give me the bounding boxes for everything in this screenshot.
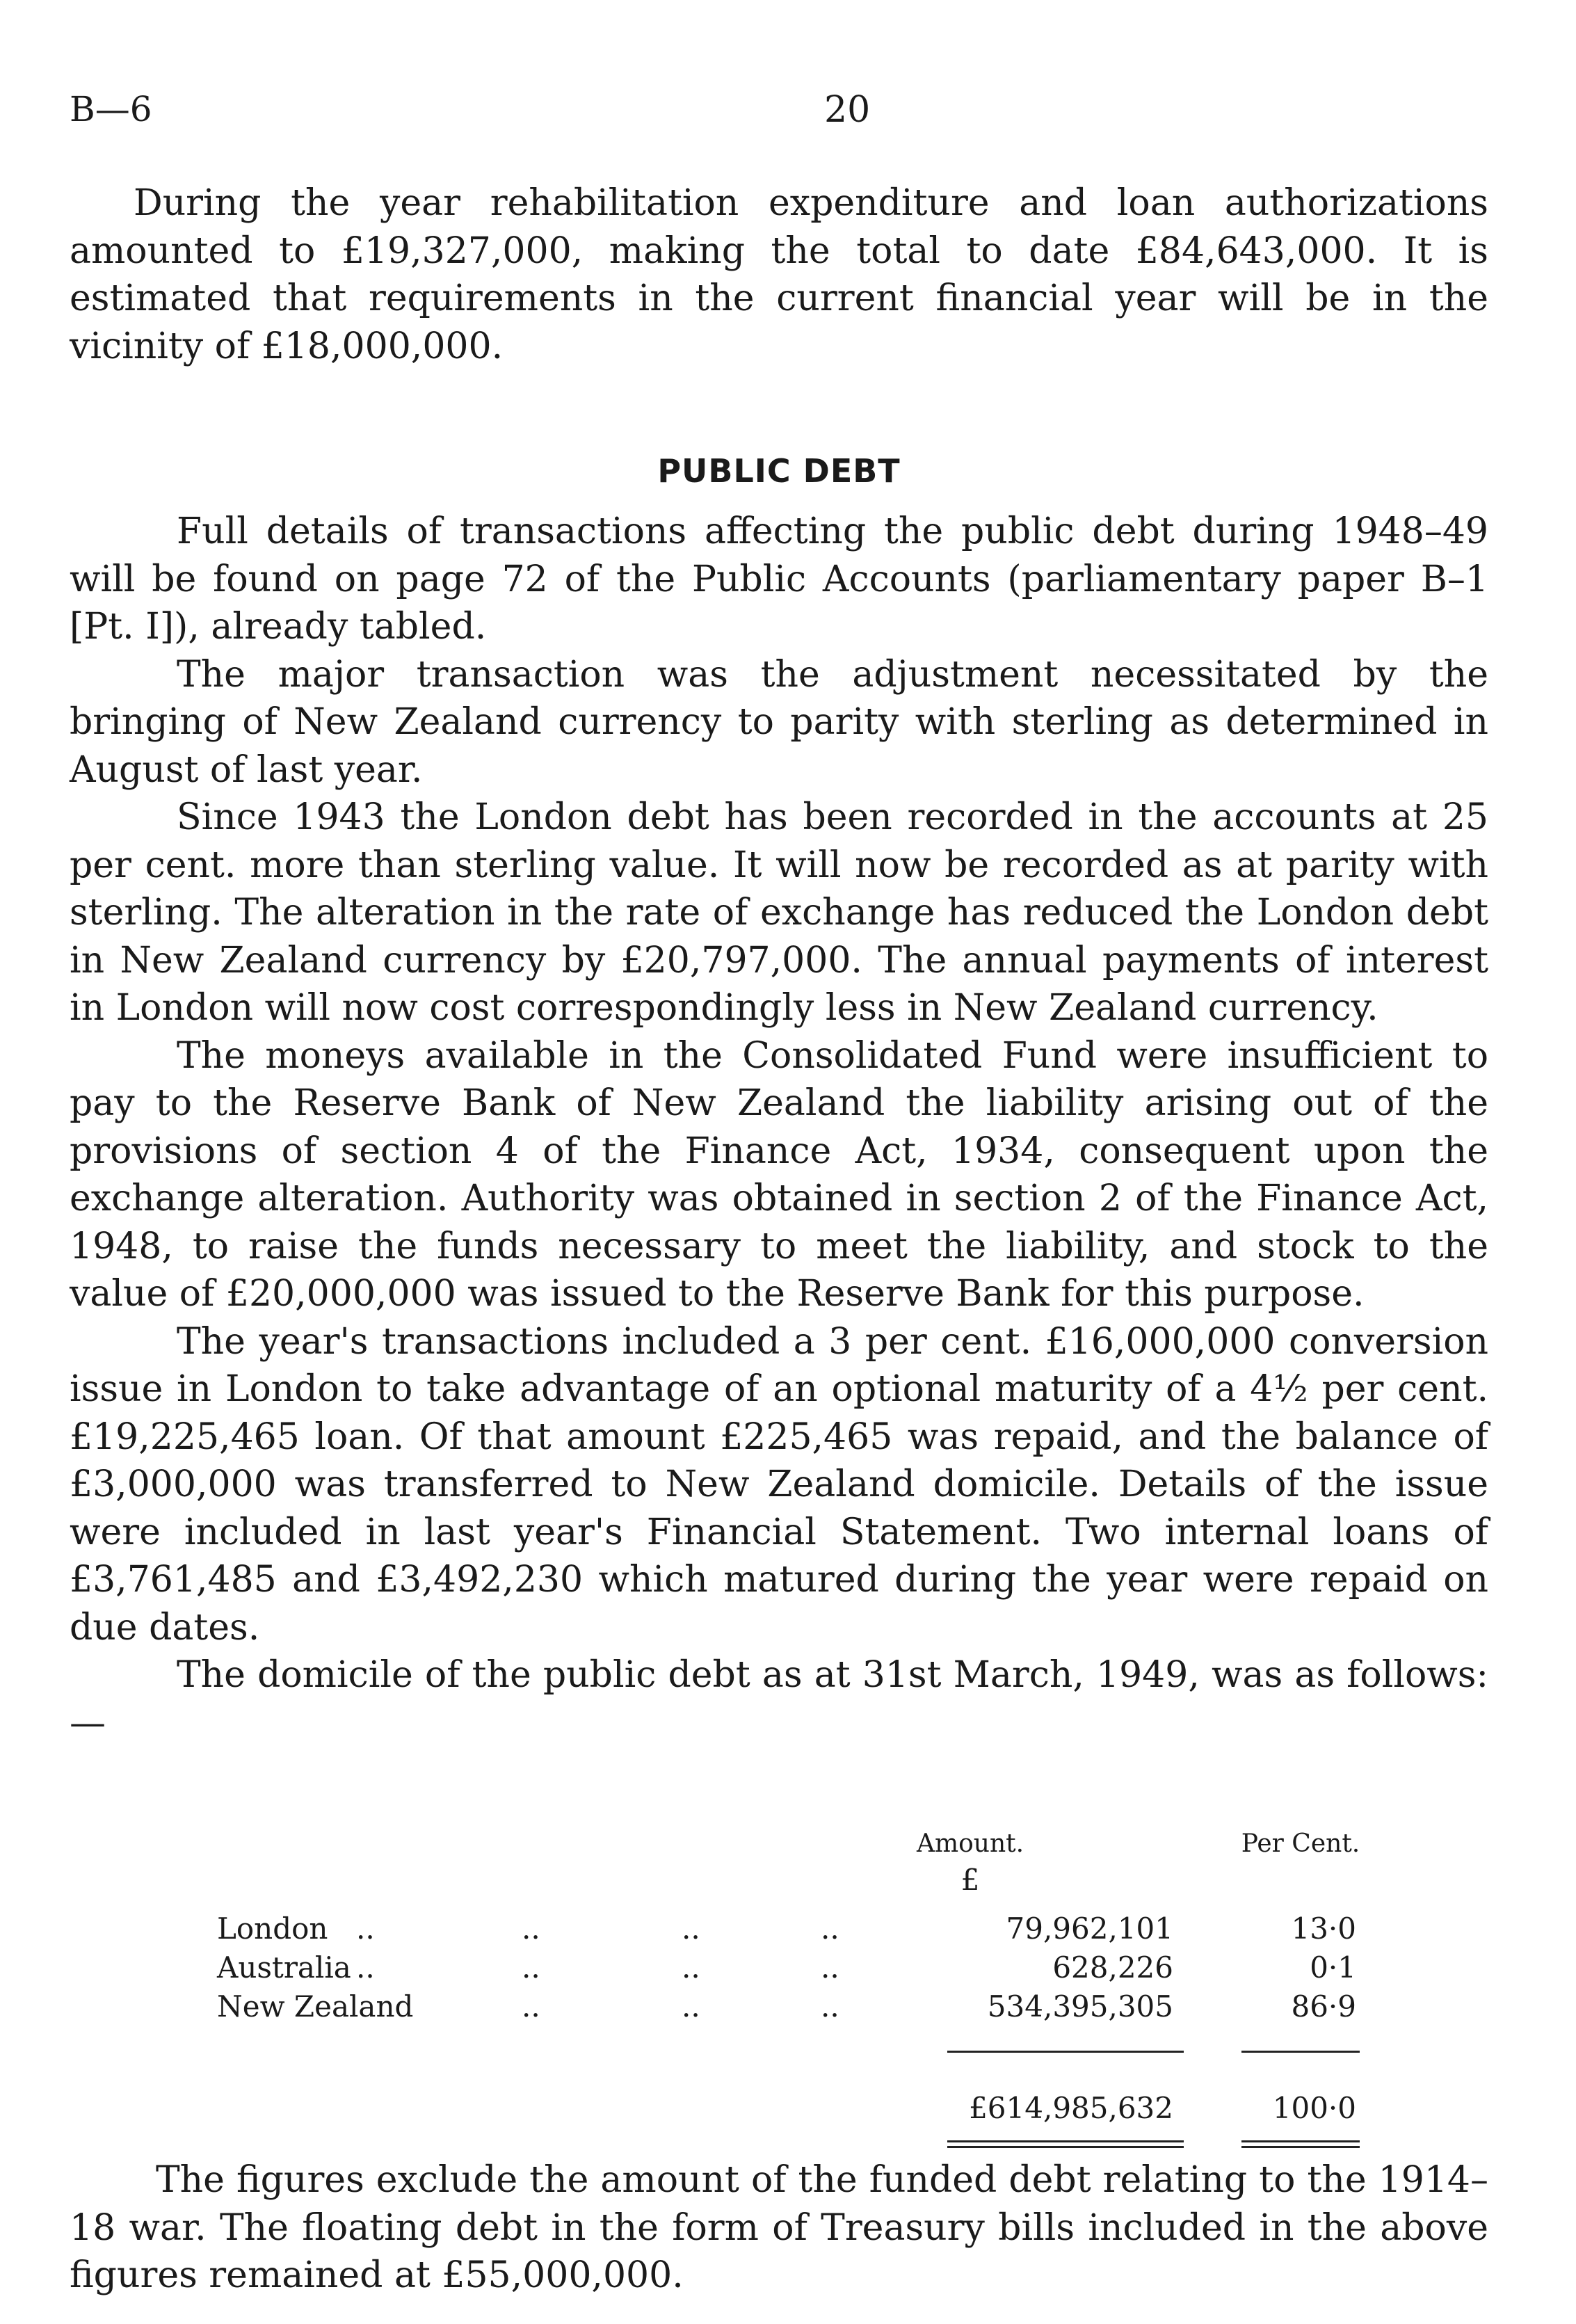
- row-amount: 628,226: [1052, 1950, 1173, 1985]
- row-amount: 79,962,101: [1006, 1912, 1173, 1946]
- row-leader: ..: [522, 1950, 540, 1985]
- amount-total-rule: [947, 2140, 1184, 2142]
- row-leader: ..: [356, 1950, 375, 1985]
- percent-total-rule: [1241, 2146, 1360, 2148]
- paragraph-major-transaction: The major transaction was the adjustment necessitated by the bringing of New Zealand currency to parity with sterling as determined in August of last year.: [70, 653, 1488, 791]
- row-leader: ..: [682, 1989, 700, 2024]
- closing-paragraph: The figures exclude the amount of the funded debt relating to the 1914–18 war. The floating debt in the form of Treasury bills included in the above figures remained at £55,000,000.: [70, 2159, 1488, 2296]
- percent-total-rule: [1241, 2140, 1360, 2142]
- amount-total-rule: [947, 2146, 1184, 2148]
- section-heading: PUBLIC DEBT: [657, 452, 901, 490]
- paragraph-domicile-intro: The domicile of the public debt as at 31st March, 1949, was as follows:—: [70, 1654, 1488, 1744]
- column-header-currency: £: [960, 1863, 980, 1897]
- page-header: [70, 89, 1488, 145]
- row-leader: ..: [821, 1950, 839, 1985]
- table-row: [70, 1950, 1488, 1989]
- row-percent: 86·9: [1291, 1989, 1356, 2024]
- column-header-amount: Amount.: [916, 1829, 1024, 1858]
- paragraph-details: Full details of transactions affecting the public debt during 1948–49 will be found on page 72 of the Public Accounts (parliamentary paper B–1 [Pt. I]), already tabled.: [70, 511, 1488, 648]
- amount-subtotal-rule: [947, 2051, 1184, 2053]
- column-header-percent: Per Cent.: [1241, 1829, 1360, 1858]
- table-row: [70, 1989, 1488, 2028]
- row-percent: 0·1: [1310, 1950, 1356, 1985]
- document-reference: B—6: [70, 89, 152, 129]
- paragraph-consolidated-fund: The moneys available in the Consolidated Fund were insufficient to pay to the Reserve Bank of New Zealand the liability arising out of the provisions of section 4 of the Finance Act, 1934, consequent upon the exchange alteration. Authority was obtained in section 2 of the Finance Act, 1948, to raise the funds necessary to meet the liability, and stock to the value of £20,000,000 was issued to the Reserve Bank for this purpose.: [70, 1034, 1488, 1315]
- row-leader: ..: [682, 1912, 700, 1946]
- total-amount: £614,985,632: [969, 2091, 1173, 2125]
- paragraph-london-debt: Since 1943 the London debt has been recorded in the accounts at 25 per cent. more than sterling value. It will now be recorded as at parity with sterling. The alteration in the rate of exchange has reduced the London debt in New Zealand currency by £20,797,000. The annual payments of interest in London will now cost correspondingly less in New Zealand currency.: [70, 796, 1488, 1029]
- row-place: London: [217, 1912, 328, 1946]
- public-debt-body: [70, 508, 1488, 1747]
- percent-subtotal-rule: [1241, 2051, 1360, 2053]
- row-place: New Zealand: [217, 1989, 414, 2024]
- intro-paragraph: During the year rehabilitation expenditure and loan authorizations amounted to £19,327,000, making the total to date £84,643,000. It is estimated that requirements in the current financial year will be in the vicinity of £18,000,000.: [70, 182, 1488, 367]
- row-leader: ..: [821, 1912, 839, 1946]
- paragraph-year-transactions: The year's transactions included a 3 per cent. £16,000,000 conversion issue in London to take advantage of an optional maturity of a 4½ per cent. £19,225,465 loan. Of that amount £225,465 was repaid, and the balance of £3,000,000 was transferred to New Zealand domicile. Details of the issue were included in last year's Financial Statement. Two internal loans of £3,761,485 and £3,492,230 which matured during the year were repaid on due dates.: [70, 1320, 1488, 1649]
- row-leader: ..: [356, 1912, 375, 1946]
- table-row: [70, 1912, 1488, 1950]
- row-leader: ..: [522, 1912, 540, 1946]
- total-percent: 100·0: [1272, 2091, 1356, 2125]
- row-leader: ..: [821, 1989, 839, 2024]
- page-number: 20: [824, 89, 871, 131]
- row-leader: ..: [522, 1989, 540, 2024]
- row-amount: 534,395,305: [987, 1989, 1173, 2024]
- row-percent: 13·0: [1291, 1912, 1356, 1946]
- row-place: Australia: [217, 1950, 351, 1985]
- row-leader: ..: [682, 1950, 700, 1985]
